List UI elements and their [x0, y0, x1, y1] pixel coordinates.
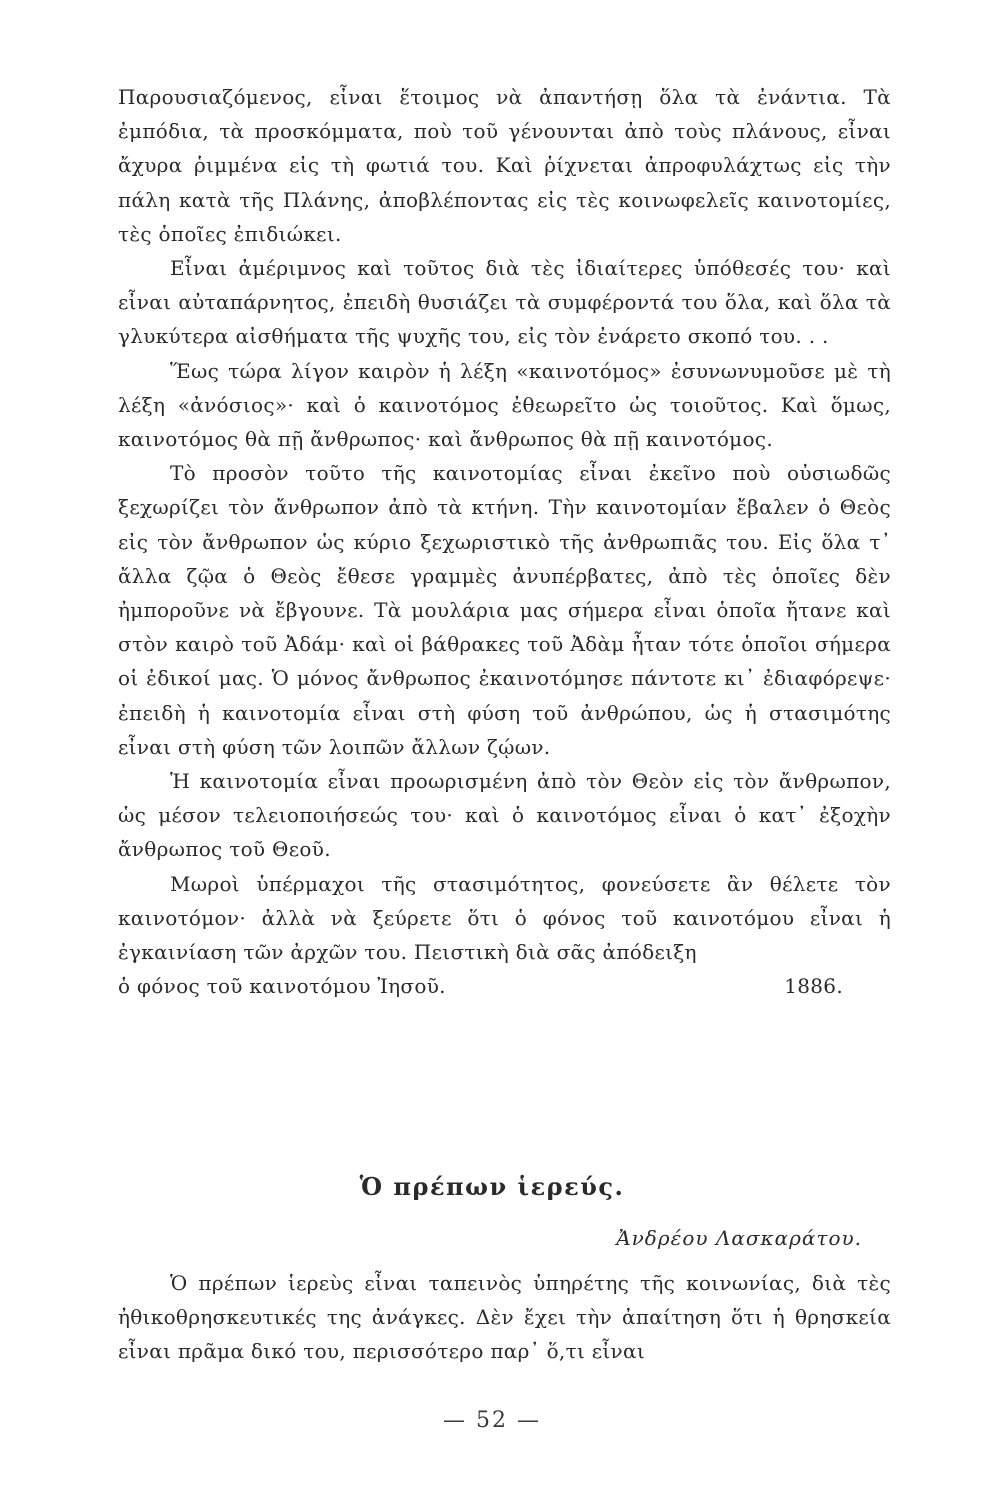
section-author: Ἀνδρέου Λασκαράτου. — [616, 1226, 862, 1250]
main-text-block — [118, 80, 891, 1003]
paragraph-4: Τὸ προσὸν τοῦτο τῆς καινοτομίας εἶναι ἐκεῖνο ποὺ οὐσιωδῶς ξεχωρίζει τὸν ἄνθρωπον ἀπὸ τὰ κτήνη. Τὴν καινοτομίαν ἔβαλεν ὁ Θεὸς εἰς τὸν ἄνθρωπον ὡς κύριο ξεχωριστικὸ τῆς ἀνθρωπιᾶς του. Εἰς ὅλα τ᾽ ἄλλα ζῷα ὁ Θεὸς ἔθεσε γραμμὲς ἀνυπέρβατες, ἀπὸ τὲς ὁποῖες δὲν ἠμποροῦνε νὰ ἔβγουνε. Τὰ μουλάρια μας σήμερα εἶναι ὁποῖα ἤτανε καὶ στὸν καιρὸ τοῦ Ἀδάμ· καὶ οἱ βάθρακες τοῦ Ἀδὰμ ἦταν τότε ὁποῖοι σήμερα οἱ ἐδικοί μας. Ὁ μόνος ἄνθρωπος ἐκαινοτόμησε πάντοτε κι᾽ ἐδιαφόρεψε· ἐπειδὴ ἡ καινοτομία εἶναι στὴ φύση τοῦ ἀνθρώπου, ὡς ἡ στασιμότης εἶναι στὴ φύση τῶν λοιπῶν ἄλλων ζῴων. — [118, 461, 891, 759]
closing-year: 1886. — [784, 974, 843, 999]
closing-text: ὁ φόνος τοῦ καινοτόμου Ἰησοῦ. — [118, 974, 446, 999]
paragraph-5: Ἡ καινοτομία εἶναι προωρισμένη ἀπὸ τὸν Θεὸν εἰς τὸν ἄνθρωπον, ὡς μέσον τελειοποιήσεώς του· καὶ ὁ καινοτόμος εἶναι ὁ κατ᾽ ἐξοχὴν ἄνθρωπος τοῦ Θεοῦ. — [118, 769, 891, 862]
second-paragraph: Ὁ πρέπων ἱερεὺς εἶναι ταπεινὸς ὑπηρέτης τῆς κοινωνίας, διὰ τὲς ἠθικοθρησκευτικές της ἀνάγκες. Δὲν ἔχει τὴν ἀπαίτηση ὅτι ἡ θρησκεία εἶναι πρᾶμα δικό του, περισσότερο παρ᾽ ὅ,τι εἶναι — [118, 1271, 891, 1364]
page-number: — 52 — — [443, 1408, 541, 1433]
closing-line — [118, 969, 891, 1003]
paragraph-1: Παρουσιαζόμενος, εἶναι ἕτοιμος νὰ ἀπαντήσῃ ὅλα τὰ ἐνάντια. Τὰ ἐμπόδια, τὰ προσκόμματα, ποὺ τοῦ γένουνται ἀπὸ τοὺς πλάνους, εἶναι ἄχυρα ῥιμμένα εἰς τὴ φωτιά του. Καὶ ῥίχνεται ἀπροφυλάχτως εἰς τὴν πάλη κατὰ τῆς Πλάνης, ἀποβλέποντας εἰς τὲς κοινωφελεῖς καινοτομίες, τὲς ὁποῖες ἐπιδιώκει. — [118, 85, 891, 246]
paragraph-6: Μωροὶ ὑπέρμαχοι τῆς στασιμότητος, φονεύσετε ἂν θέλετε τὸν καινοτόμον· ἀλλὰ νὰ ξεύρετε ὅτι ὁ φόνος τοῦ καινοτόμου εἶναι ἡ ἐγκαινίαση τῶν ἀρχῶν του. Πειστικὴ διὰ σᾶς ἀπόδειξη — [118, 871, 891, 965]
paragraph-3: Ἕως τώρα λίγον καιρὸν ἡ λέξη «καινοτόμος» ἐσυνωνυμοῦσε μὲ τὴ λέξη «ἀνόσιος»· καὶ ὁ καινοτόμος ἐθεωρεῖτο ὡς τοιοῦτος. Καὶ ὅμως, καινοτόμος θὰ πῇ ἄνθρωπος· καὶ ἄνθρωπος θὰ πῇ καινοτόμος. — [118, 358, 891, 452]
second-text-block — [118, 1266, 891, 1369]
paragraph-2: Εἶναι ἀμέριμνος καὶ τοῦτος διὰ τὲς ἰδιαίτερες ὑπόθεσές του· καὶ εἶναι αὐταπάρνητος, ἐπειδὴ θυσιάζει τὰ συμφέροντά του ὅλα, καὶ ὅλα τὰ γλυκύτερα αἰσθήματα τῆς ψυχῆς του, εἰς τὸν ἐνάρετο σκοπό του. . . — [118, 256, 891, 349]
section-title: Ὁ πρέπων ἱερεύς. — [359, 1172, 625, 1201]
